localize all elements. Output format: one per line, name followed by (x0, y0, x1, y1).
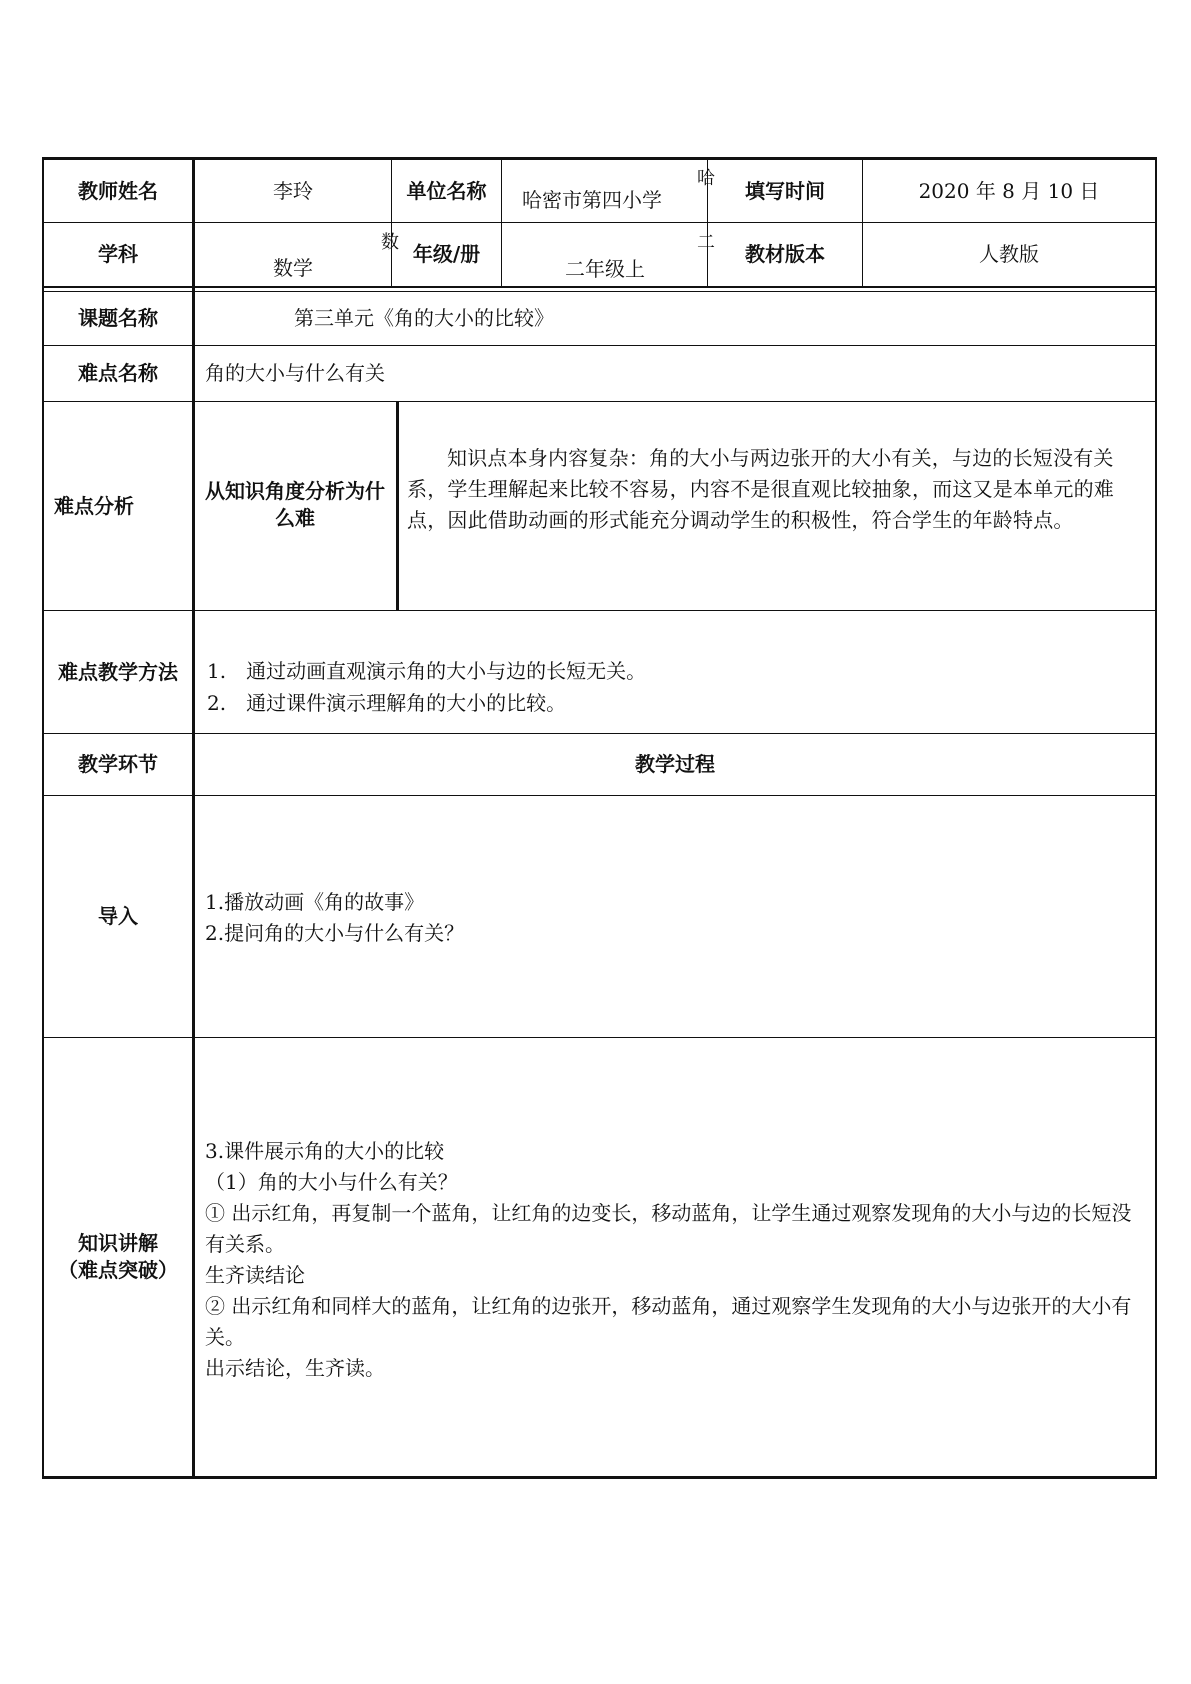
knowledge-label-line1: 知识讲解 (78, 1231, 158, 1255)
intro-label: 导入 (98, 904, 138, 928)
teaching-method-item-1: 1. 通过动画直观演示角的大小与边的长短无关。 (207, 659, 647, 683)
analysis-text: 知识点本身内容复杂：角的大小与两边张开的大小有关，与边的长短没有关系，学生理解起来比较不容易，内容不是很直观比较抽象，而这又是本单元的难点，因此借助动画的形式能充分调动学生的积极性，符合学生的年龄特点。 (407, 446, 1114, 532)
row-line-7 (42, 795, 1157, 796)
grade-value: 二年级上 (565, 256, 645, 281)
knowledge-label (44, 1038, 192, 1476)
knowledge-label-line2: （难点突破） (58, 1258, 178, 1282)
unit-name-label: 单位名称 (406, 178, 487, 203)
difficulty-name-value: 角的大小与什么有关 (205, 361, 385, 385)
teaching-stage-header: 教学环节 (78, 752, 158, 776)
textbook-version-value: 人教版 (979, 242, 1039, 266)
knowledge-line-3: ① 出示红角，再复制一个蓝角，让红角的边变长，移动蓝角，让学生通过观察发现角的大小与边的长短没有关系。 (205, 1201, 1132, 1256)
grade-label: 年级/册 (412, 242, 481, 266)
fill-time-label: 填写时间 (745, 178, 825, 203)
subject-overflow-char: 数 (381, 232, 399, 253)
difficulty-name-label: 难点名称 (78, 361, 158, 385)
teaching-process-header: 教学过程 (635, 752, 715, 776)
table-border-right (1155, 157, 1157, 1479)
teacher-name-value: 李玲 (273, 178, 313, 203)
subject-value: 数学 (273, 255, 313, 280)
intro-line-1: 1.播放动画《角的故事》 (205, 890, 425, 914)
row-line-4 (42, 401, 1157, 402)
knowledge-line-1: 3.课件展示角的大小的比较 (205, 1139, 445, 1163)
unit-name-value: 哈密市第四小学 (522, 187, 662, 212)
row-line-5 (42, 610, 1157, 611)
analysis-perspective-label: 从知识角度分析为什么难 (205, 479, 385, 530)
analysis-divider (396, 401, 399, 611)
hdr-divider-b (501, 157, 502, 288)
teacher-name-label: 教师姓名 (78, 178, 158, 203)
label-column-divider (192, 157, 195, 1479)
knowledge-line-6: 出示结论，生齐读。 (205, 1356, 385, 1380)
topic-label: 课题名称 (78, 306, 158, 330)
intro-line-2: 2.提问角的大小与什么有关？ (205, 921, 465, 945)
topic-value: 第三单元《角的大小的比较》 (294, 306, 554, 330)
row-line-8 (42, 1037, 1157, 1038)
grade-overflow-char: 二 (697, 232, 715, 253)
unit-overflow-char: 哈 (697, 168, 715, 189)
subject-label: 学科 (98, 242, 138, 266)
row-line-bottom (42, 1476, 1157, 1479)
knowledge-line-4: 生齐读结论 (205, 1263, 305, 1287)
teaching-method-label: 难点教学方法 (58, 659, 178, 684)
teaching-method-item-2: 2. 通过课件演示理解角的大小的比较。 (207, 691, 567, 715)
row-line-2 (42, 286, 1157, 288)
textbook-version-label: 教材版本 (745, 242, 825, 266)
knowledge-line-2: （1）角的大小与什么有关？ (205, 1170, 458, 1194)
knowledge-line-5: ② 出示红角和同样大的蓝角，让红角的边张开，移动蓝角，通过观察学生发现角的大小与边张开的大小有关。 (205, 1294, 1132, 1349)
difficulty-analysis-label: 难点分析 (54, 493, 134, 518)
fill-time-value: 2020 年 8 月 10 日 (918, 178, 1100, 203)
